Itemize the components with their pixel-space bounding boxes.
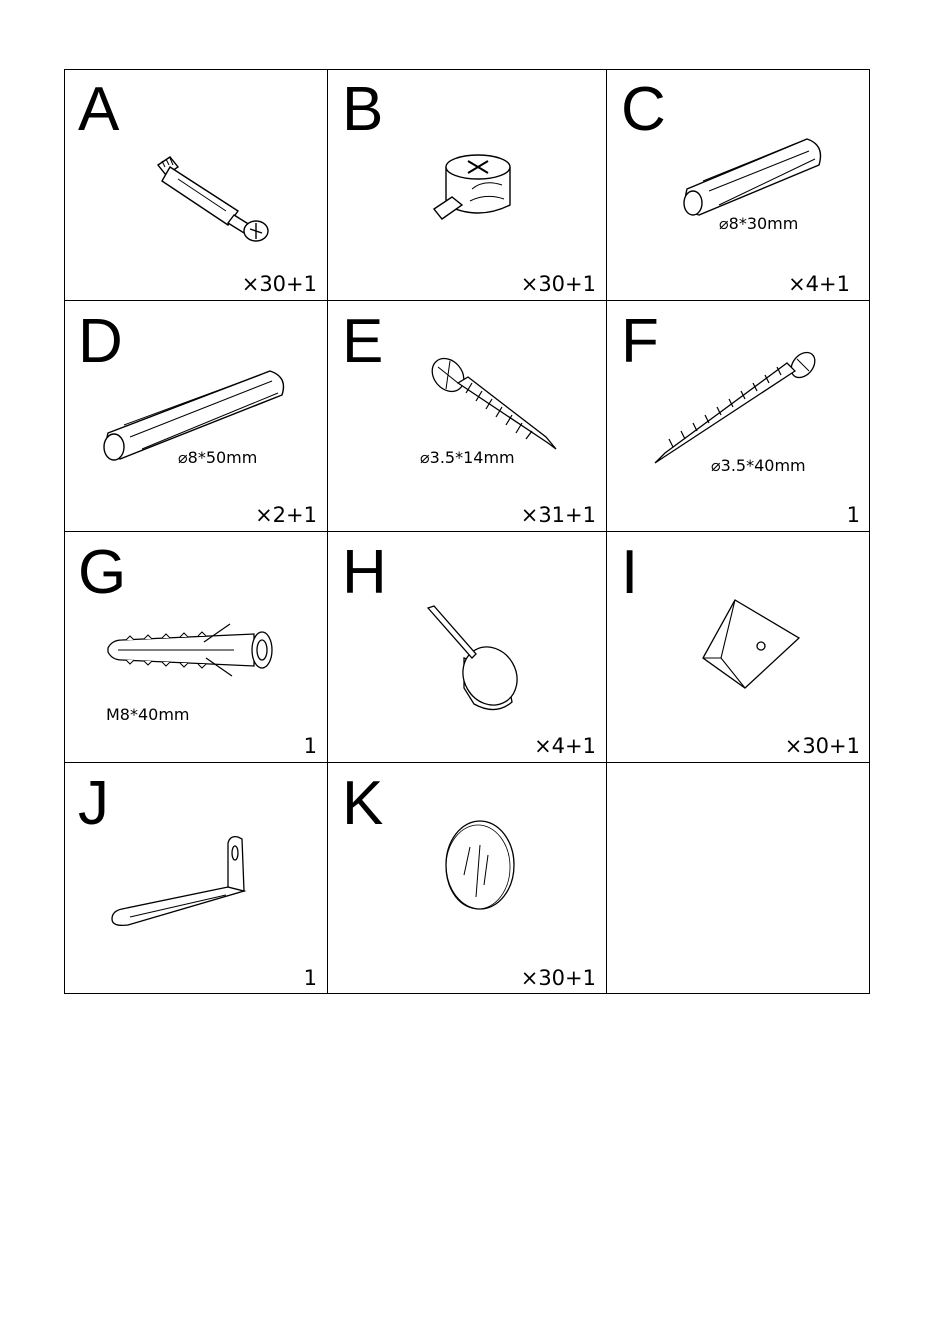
part-cell-f bbox=[607, 301, 870, 532]
part-letter: B bbox=[342, 75, 384, 144]
part-spec: ⌀3.5*14mm bbox=[420, 448, 515, 467]
part-quantity: ×31+1 bbox=[520, 503, 596, 527]
part-quantity: 1 bbox=[303, 966, 317, 990]
part-spec: ⌀8*30mm bbox=[719, 214, 799, 233]
part-cell-k bbox=[328, 763, 607, 994]
part-quantity: 1 bbox=[303, 734, 317, 758]
part-quantity: ×4+1 bbox=[534, 734, 596, 758]
part-quantity: ×30+1 bbox=[241, 272, 317, 296]
part-cell-b bbox=[328, 69, 607, 301]
cam-bolt-icon bbox=[148, 153, 278, 243]
part-cell-c bbox=[607, 69, 870, 301]
part-cell-j bbox=[64, 763, 328, 994]
part-cell-i bbox=[607, 532, 870, 763]
part-spec: M8*40mm bbox=[106, 705, 190, 724]
part-letter: E bbox=[342, 307, 384, 376]
empty-cell bbox=[607, 763, 870, 994]
part-cell-d bbox=[64, 301, 328, 532]
part-cell-e bbox=[328, 301, 607, 532]
part-letter: J bbox=[78, 769, 109, 838]
cover-cap-icon bbox=[436, 815, 526, 915]
part-letter: K bbox=[342, 769, 384, 838]
part-letter: G bbox=[78, 538, 127, 607]
part-quantity: ×30+1 bbox=[520, 966, 596, 990]
part-letter: I bbox=[621, 538, 639, 607]
part-spec: ⌀8*50mm bbox=[178, 448, 258, 467]
part-letter: C bbox=[621, 75, 666, 144]
part-quantity: ×30+1 bbox=[784, 734, 860, 758]
part-quantity: ×4+1 bbox=[788, 272, 850, 296]
cam-lock-icon bbox=[432, 149, 522, 229]
part-quantity: 1 bbox=[846, 503, 860, 527]
part-quantity: ×30+1 bbox=[520, 272, 596, 296]
felt-pad-nail-icon bbox=[426, 604, 536, 714]
l-bracket-icon bbox=[108, 833, 258, 933]
part-letter: D bbox=[78, 307, 123, 376]
part-cell-g bbox=[64, 532, 328, 763]
corner-cap-icon bbox=[699, 596, 809, 696]
part-cell-a bbox=[64, 69, 328, 301]
wall-plug-icon bbox=[104, 620, 284, 680]
part-spec: ⌀3.5*40mm bbox=[711, 456, 806, 475]
short-screw-icon bbox=[428, 353, 568, 453]
long-screw-icon bbox=[651, 345, 821, 465]
wood-dowel-small-icon bbox=[679, 131, 829, 221]
part-cell-h bbox=[328, 532, 607, 763]
parts-grid bbox=[64, 69, 870, 994]
part-quantity: ×2+1 bbox=[255, 503, 317, 527]
part-letter: F bbox=[621, 307, 659, 376]
part-letter: H bbox=[342, 538, 387, 607]
part-letter: A bbox=[78, 75, 120, 144]
